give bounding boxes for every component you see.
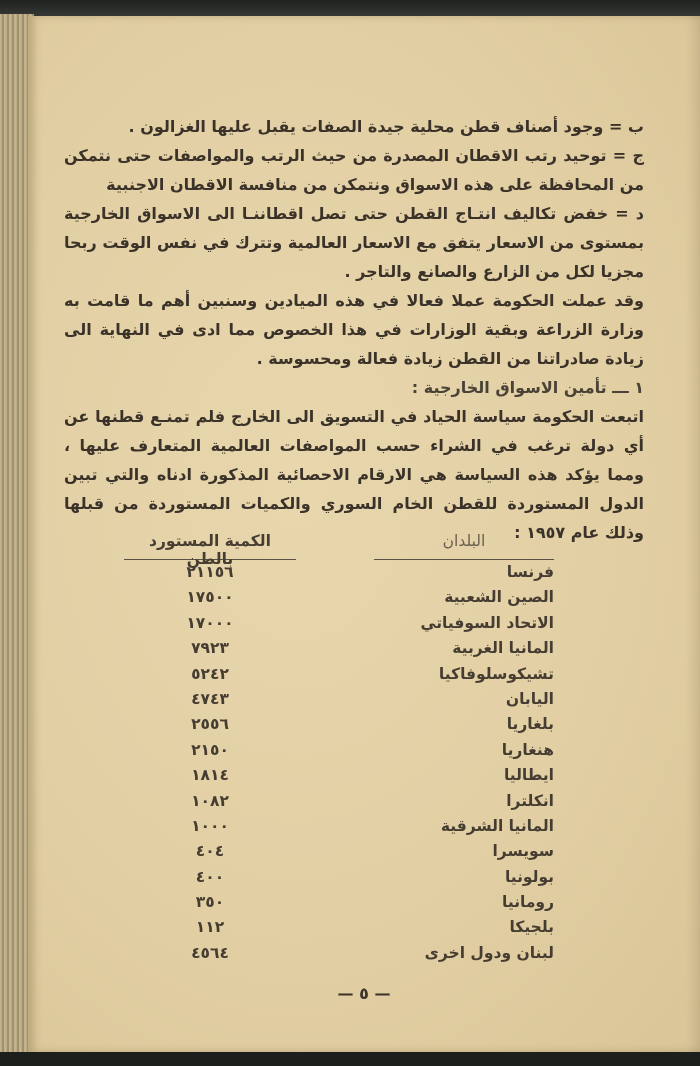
quantity-cell: ٢١٥٠ — [191, 740, 229, 759]
table-header — [124, 532, 554, 568]
page-number: — ٥ — — [337, 984, 391, 1003]
section-heading: ١ ـــ تأمين الاسواق الخارجية : — [411, 378, 644, 397]
body-text — [64, 112, 670, 547]
paragraph-b: ب = وجود أصناف قطن محلية جيدة الصفات يقبل عليها الغزالون . — [128, 117, 644, 136]
table-row — [124, 687, 554, 712]
table-row — [124, 814, 554, 839]
country-cell: بلغاريا — [506, 715, 554, 734]
scan-bottom-edge — [0, 1052, 700, 1066]
country-cell: المانيا الغربية — [452, 639, 554, 658]
country-cell: فرنسا — [506, 563, 554, 581]
table-row — [124, 865, 554, 890]
quantity-cell: ٤٥٦٤ — [191, 943, 229, 962]
quantity-cell: ٤٠٤ — [195, 842, 225, 861]
table-row — [124, 662, 554, 687]
table-body — [124, 560, 554, 966]
quantity-cell: ٧٩٢٣ — [191, 639, 229, 658]
table-row — [124, 738, 554, 763]
country-cell: اليابان — [505, 689, 554, 708]
table-row — [124, 941, 554, 966]
imports-table — [124, 532, 554, 966]
quantity-cell: ١٠٨٢ — [191, 791, 229, 810]
table-row — [124, 915, 554, 940]
book-page — [28, 16, 700, 1052]
quantity-cell: ١٧٥٠٠ — [186, 588, 234, 607]
country-cell: انكلترا — [506, 791, 554, 810]
country-cell: بولونيا — [504, 867, 554, 886]
country-cell: بلجيكا — [509, 918, 554, 937]
quantity-cell: ١٠٠٠ — [191, 816, 229, 835]
quantity-cell: ٢٥٥٦ — [191, 715, 229, 734]
header-quantity: الكمية المستورد بالطن — [124, 532, 296, 560]
quantity-cell: ٤٧٤٣ — [191, 689, 229, 708]
section-paragraph: اتبعت الحكومة سياسة الحياد في التسويق الى الخارج فلم تمنـع قطنها عن أي دولة ترغب في الشراء حسب المواصفات العالمية المتعارف عليها ، ومما يؤكد هذه السياسة هي الارقام الاحصائية المذكورة ادناه والتي تبين الدول المستوردة للقطن الخام السوري والكميات المستوردة من قبلها وذلك عام ١٩٥٧ : — [64, 407, 644, 542]
table-row — [124, 839, 554, 864]
table-row — [124, 712, 554, 737]
country-cell: سويسرا — [492, 842, 554, 861]
quantity-cell: ٥٢٤٢ — [191, 664, 229, 683]
table-row — [124, 560, 554, 585]
quantity-cell: ٢١١٥٦ — [186, 563, 234, 581]
country-cell: الاتحاد السوفياتي — [420, 613, 554, 632]
country-cell: لبنان ودول اخرى — [424, 943, 554, 962]
header-country: البلدان — [374, 532, 554, 560]
country-cell: الصين الشعبية — [444, 588, 554, 607]
country-cell: هنغاريا — [501, 740, 554, 759]
country-cell: رومانيا — [502, 893, 554, 912]
quantity-cell: ١٨١٤ — [191, 766, 229, 785]
quantity-cell: ٤٠٠ — [195, 867, 225, 886]
table-row — [124, 789, 554, 814]
table-row — [124, 890, 554, 915]
table-row — [124, 636, 554, 661]
country-cell: ايطاليا — [503, 766, 554, 785]
paragraph-d: د = خفض تكاليف انتـاج القطن حتى تصل اقطاننـا الى الاسواق الخارجية بمستوى من الاسعار يتفق مع الاسعار العالمية وتترك في نفس الوقت ربحا مجزيا لكل من الزارع والصانع والتاجر . — [64, 204, 644, 281]
country-cell: المانيا الشرقية — [440, 816, 554, 835]
table-row — [124, 611, 554, 636]
quantity-cell: ١٧٠٠٠ — [186, 613, 234, 632]
country-cell: تشيكوسلوفاكيا — [438, 664, 554, 683]
paragraph-j: ج = توحيد رتب الاقطان المصدرة من حيث الرتب والمواصفات حتى نتمكن من المحافظة على هذه الاسواق ونتمكن من منافسة الاقطان الاجنبية — [64, 146, 644, 194]
quantity-cell: ١١٢ — [195, 918, 225, 937]
table-row — [124, 585, 554, 610]
table-row — [124, 763, 554, 788]
paragraph-government: وقد عملت الحكومة عملا فعالا في هذه الميادين وسنبين أهم ما قامت به وزارة الزراعة وبقية الوزارات في هذا الخصوص مما ادى في النهاية الى زيادة صادراتنا من القطن زيادة فعالة ومحسوسة . — [64, 291, 644, 368]
quantity-cell: ٣٥٠ — [195, 893, 225, 912]
